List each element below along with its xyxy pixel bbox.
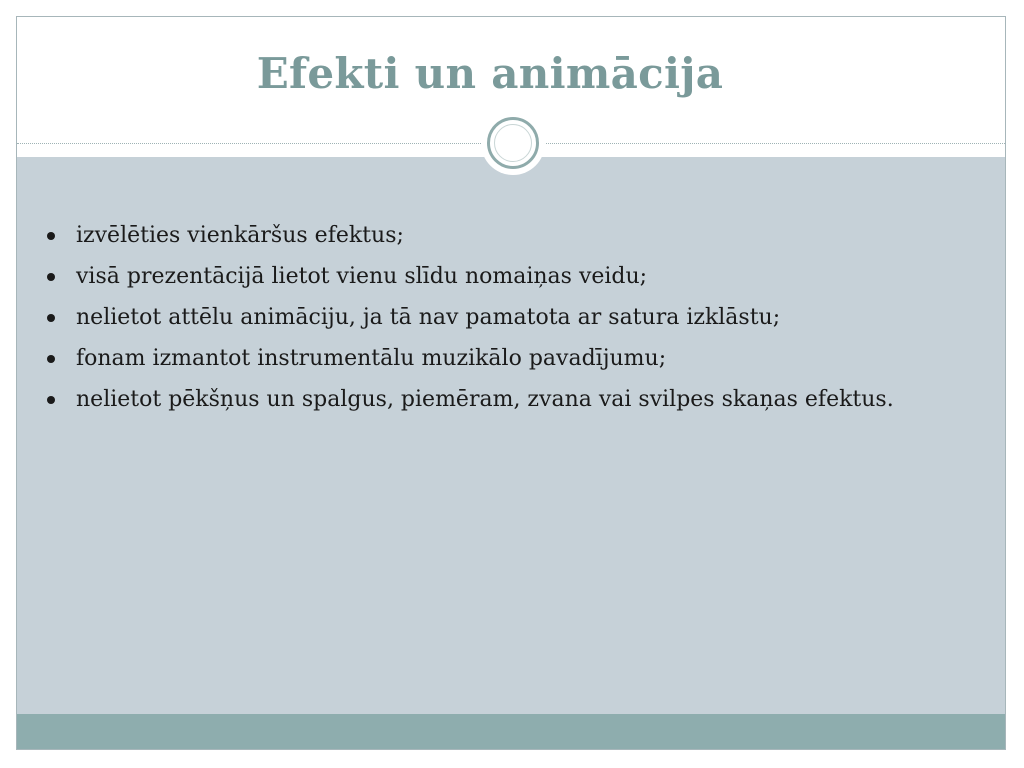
slide-title: Efekti un animācija [256, 49, 724, 98]
bullet-item [47, 383, 927, 416]
bullet-item [47, 342, 927, 375]
bullet-text: nelietot pēkšņus un spalgus, piemēram, zvana vai svilpes skaņas efektus. [76, 387, 894, 412]
bullet-icon [47, 232, 55, 240]
circle-ornament-ring [487, 117, 539, 169]
bullet-item [47, 260, 927, 293]
bullet-icon [47, 314, 55, 322]
bullet-text: fonam izmantot instrumentālu muzikālo pavadījumu; [76, 346, 667, 371]
bullet-icon [47, 273, 55, 281]
bullet-list [47, 219, 927, 424]
bullet-text: izvēlēties vienkāršus efektus; [76, 223, 404, 248]
content-area [17, 157, 1005, 716]
circle-ornament-inner [494, 124, 532, 162]
bullet-text: visā prezentācijā lietot vienu slīdu nomaiņas veidu; [76, 264, 648, 289]
bullet-item [47, 301, 927, 334]
bullet-icon [47, 396, 55, 404]
circle-ornament-icon [481, 111, 545, 175]
bullet-text: nelietot attēlu animāciju, ja tā nav pamatota ar satura izklāstu; [76, 305, 781, 330]
slide-frame [16, 16, 1006, 750]
bullet-icon [47, 355, 55, 363]
bullet-item [47, 219, 927, 252]
bottom-bar [17, 714, 1005, 749]
